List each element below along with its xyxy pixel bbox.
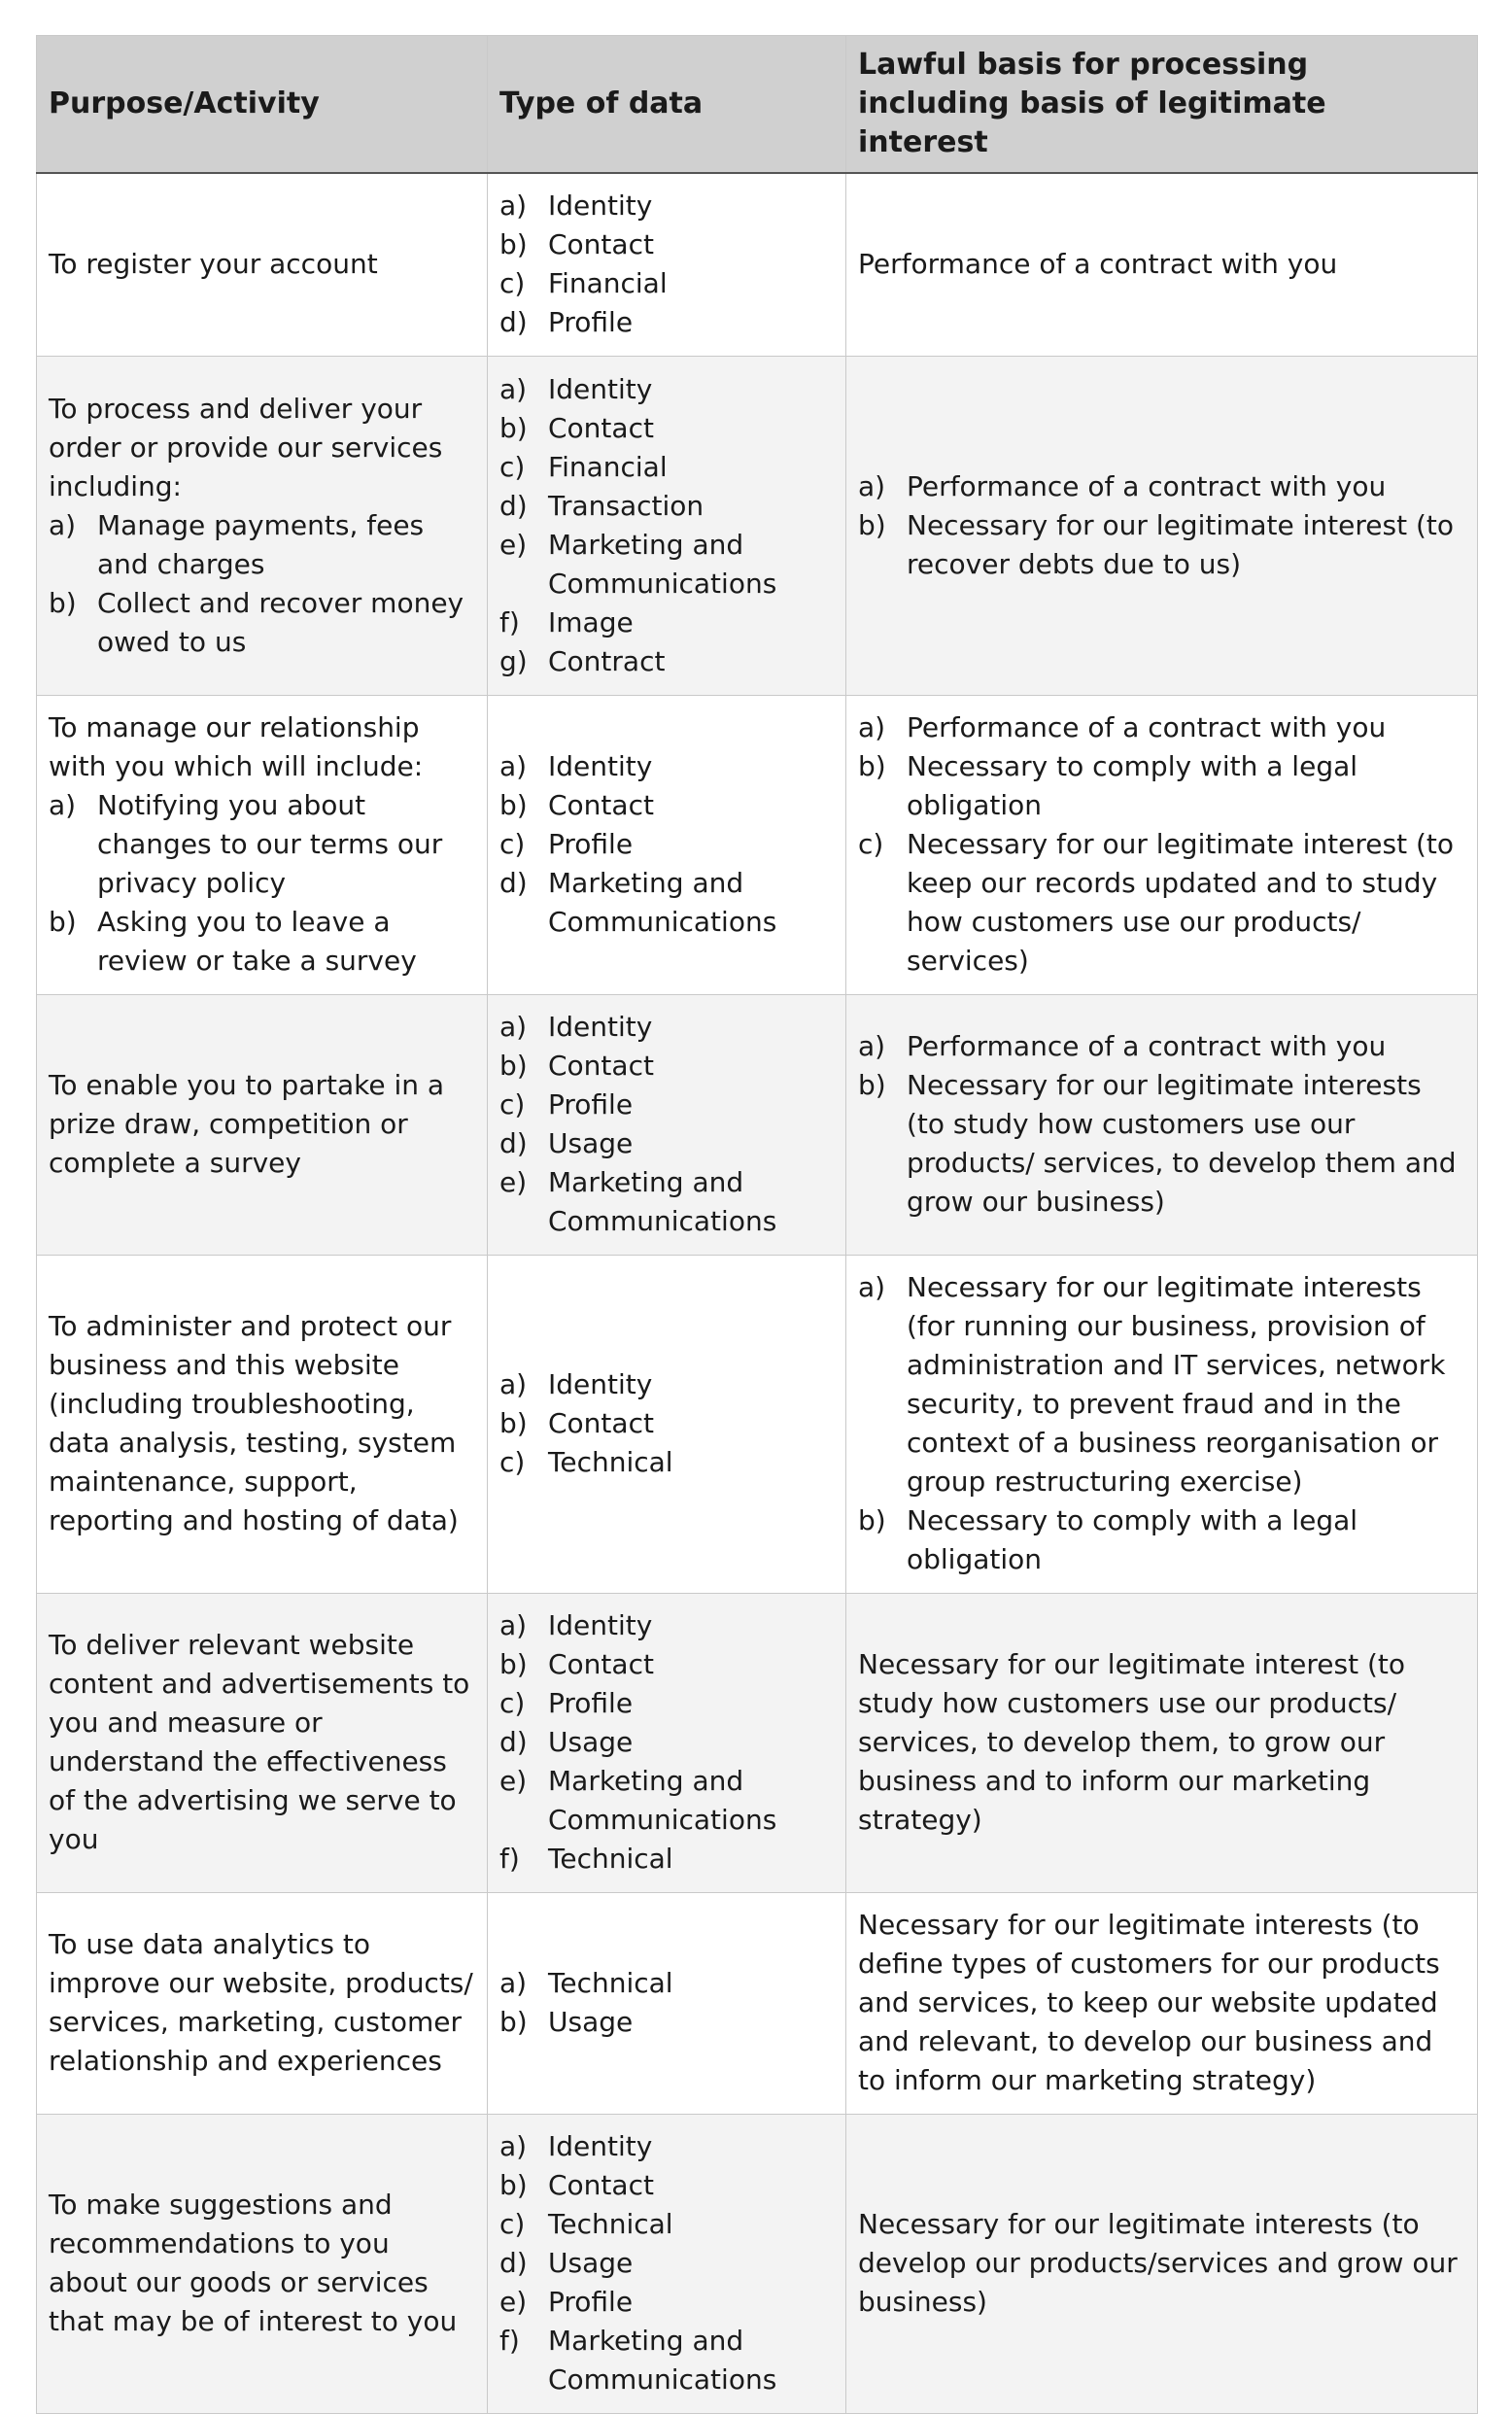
list-item <box>858 467 1465 506</box>
list-item-text: Identity <box>548 1368 653 1400</box>
data-type-list <box>499 2127 834 2399</box>
list-item <box>499 786 834 825</box>
list-marker: b) <box>499 1050 528 1082</box>
list-marker: a) <box>499 1368 528 1400</box>
list-item-text: Identity <box>548 2130 653 2162</box>
list-item-text: Performance of a contract with you <box>907 1030 1387 1062</box>
header-lawful-basis: Lawful basis for processing including basis of legitimate interest <box>846 36 1478 174</box>
list-marker: a) <box>49 508 77 541</box>
list-item <box>499 303 834 342</box>
list-item-text: Performance of a contract with you <box>907 711 1387 743</box>
list-marker: b) <box>499 789 528 821</box>
list-item-text: Contact <box>548 411 654 444</box>
header-purpose: Purpose/Activity <box>37 36 488 174</box>
list-item-text: Profile <box>548 306 634 339</box>
list-item-text: Technical <box>548 1967 673 1999</box>
list-item <box>499 1443 834 1482</box>
purpose-cell <box>37 1593 488 1892</box>
list-marker: e) <box>499 1166 528 1198</box>
list-marker: a) <box>858 1030 886 1062</box>
list-item <box>499 1645 834 1684</box>
list-item <box>499 1008 834 1047</box>
lawful-basis-list <box>858 467 1465 584</box>
table-row <box>37 2114 1478 2413</box>
purpose-text: To deliver relevant website content and advertisements to you and measure or understand the effectiveness of the advertising we serve to you <box>49 1629 470 1855</box>
list-item-text: Technical <box>548 1446 673 1478</box>
list-item-text: Necessary for our legitimate interests (to study how customers use our products/ services, to develop them and grow our business) <box>907 1069 1457 1218</box>
list-item <box>49 506 475 584</box>
list-item <box>499 187 834 225</box>
list-item-text: Usage <box>548 2006 634 2038</box>
table-row <box>37 356 1478 695</box>
list-item <box>49 786 475 903</box>
list-marker: a) <box>499 2130 528 2162</box>
list-item-text: Contact <box>548 1407 654 1439</box>
data-type-cell <box>488 356 846 695</box>
list-item <box>49 584 475 662</box>
data-type-list <box>499 1365 834 1482</box>
list-item <box>858 1268 1465 1501</box>
list-item-text: Usage <box>548 1726 634 1758</box>
list-item-text: Marketing and Communications <box>548 528 777 600</box>
list-marker: c) <box>499 1088 526 1121</box>
list-item <box>858 747 1465 825</box>
header-data-type: Type of data <box>488 36 846 174</box>
list-item-text: Notifying you about changes to our terms our privacy policy <box>97 789 443 899</box>
table-row <box>37 1593 1478 1892</box>
data-type-cell <box>488 1255 846 1593</box>
data-type-cell <box>488 1892 846 2114</box>
list-marker: b) <box>499 1407 528 1439</box>
list-marker: d) <box>499 1726 528 1758</box>
list-item <box>858 708 1465 747</box>
list-item-text: Identity <box>548 1609 653 1641</box>
list-item-text: Necessary for our legitimate interest (to keep our records updated and to study how customers use our products/ services) <box>907 828 1455 977</box>
list-item <box>499 1404 834 1443</box>
list-item-text: Necessary for our legitimate interests (for running our business, provision of administration and IT services, network security, to prevent fraud and in the context of a business reorganisation or group restructuring exercise) <box>907 1271 1446 1498</box>
list-marker: a) <box>499 190 528 223</box>
lawful-basis-text: Necessary for our legitimate interests (to develop our products/services and grow our business) <box>858 2208 1458 2318</box>
lawful-basis-table <box>36 35 1478 2414</box>
list-marker: d) <box>499 867 528 899</box>
list-item <box>499 825 834 864</box>
list-item <box>499 2003 834 2042</box>
list-item-text: Contact <box>548 228 654 261</box>
list-item <box>499 2322 834 2399</box>
list-item <box>499 2283 834 2322</box>
list-marker: a) <box>49 789 77 821</box>
lawful-basis-list <box>858 708 1465 981</box>
document-page <box>36 35 1477 2414</box>
list-marker: d) <box>499 306 528 339</box>
data-type-list <box>499 1606 834 1879</box>
lawful-basis-cell <box>846 1892 1478 2114</box>
list-item <box>499 370 834 409</box>
list-item <box>499 1840 834 1879</box>
lawful-basis-text: Necessary for our legitimate interest (to study how customers use our products/ services, to develop them, to grow our business and to inform our marketing strategy) <box>858 1648 1406 1836</box>
list-item-text: Manage payments, fees and charges <box>97 508 425 580</box>
list-item-text: Identity <box>548 190 653 223</box>
list-item-text: Usage <box>548 2247 634 2279</box>
list-marker: a) <box>499 750 528 782</box>
list-marker: c) <box>499 450 526 483</box>
purpose-list <box>49 506 475 662</box>
list-marker: a) <box>499 372 528 405</box>
list-item-text: Asking you to leave a review or take a survey <box>97 906 417 977</box>
purpose-cell <box>37 356 488 695</box>
list-item-text: Identity <box>548 1011 653 1043</box>
data-type-cell <box>488 994 846 1255</box>
list-item <box>858 1501 1465 1579</box>
list-item-text: Contract <box>548 644 666 677</box>
purpose-text: To register your account <box>49 248 378 281</box>
list-marker: b) <box>499 2169 528 2201</box>
lawful-basis-cell <box>846 173 1478 356</box>
list-item <box>499 1124 834 1163</box>
list-item <box>858 1066 1465 1222</box>
list-item <box>499 2244 834 2283</box>
purpose-cell <box>37 695 488 994</box>
list-item-text: Financial <box>548 267 668 300</box>
list-marker: c) <box>858 828 884 860</box>
list-item-text: Identity <box>548 750 653 782</box>
list-marker: a) <box>499 1609 528 1641</box>
data-type-cell <box>488 2114 846 2413</box>
list-item-text: Profile <box>548 1088 634 1121</box>
list-item-text: Financial <box>548 450 668 483</box>
list-item <box>499 1606 834 1645</box>
lawful-basis-cell <box>846 356 1478 695</box>
data-type-cell <box>488 695 846 994</box>
list-item <box>499 526 834 604</box>
list-marker: b) <box>858 1069 886 1101</box>
list-item <box>499 487 834 526</box>
list-item-text: Profile <box>548 2286 634 2318</box>
list-item-text: Performance of a contract with you <box>907 469 1387 502</box>
data-type-cell <box>488 1593 846 1892</box>
list-marker: b) <box>499 2006 528 2038</box>
purpose-text: To process and deliver your order or provide our services including: <box>49 392 443 502</box>
list-marker: b) <box>49 586 77 619</box>
list-item-text: Marketing and Communications <box>548 1166 777 1237</box>
list-item-text: Contact <box>548 789 654 821</box>
list-item <box>499 864 834 942</box>
list-item-text: Contact <box>548 1050 654 1082</box>
list-item <box>499 2127 834 2166</box>
data-type-cell <box>488 173 846 356</box>
purpose-cell <box>37 1892 488 2114</box>
list-marker: e) <box>499 528 528 561</box>
list-item <box>858 825 1465 981</box>
purpose-cell <box>37 173 488 356</box>
purpose-text: To manage our relationship with you which will include: <box>49 711 424 782</box>
list-marker: b) <box>858 750 886 782</box>
list-marker: b) <box>499 228 528 261</box>
list-marker: a) <box>858 1271 886 1303</box>
list-item <box>499 1163 834 1241</box>
list-marker: c) <box>499 2208 526 2240</box>
table-row <box>37 1892 1478 2114</box>
purpose-text: To use data analytics to improve our website, products/ services, marketing, customer relationship and experiences <box>49 1928 473 2077</box>
purpose-cell <box>37 994 488 1255</box>
data-type-list <box>499 747 834 942</box>
list-marker: a) <box>499 1011 528 1043</box>
list-marker: d) <box>499 489 528 522</box>
list-marker: b) <box>499 1648 528 1680</box>
list-item <box>49 903 475 981</box>
lawful-basis-cell <box>846 695 1478 994</box>
list-item-text: Transaction <box>548 489 704 522</box>
lawful-basis-text: Performance of a contract with you <box>858 248 1338 281</box>
list-item-text: Technical <box>548 1843 673 1875</box>
list-item-text: Contact <box>548 2169 654 2201</box>
list-item <box>499 1684 834 1723</box>
table-body <box>37 173 1478 2413</box>
list-item-text: Identity <box>548 372 653 405</box>
table-header-row <box>37 36 1478 174</box>
list-marker: f) <box>499 605 520 638</box>
lawful-basis-cell <box>846 2114 1478 2413</box>
purpose-text: To make suggestions and recommendations to you about our goods or services that may be of interest to you <box>49 2189 458 2337</box>
list-marker: f) <box>499 2325 520 2357</box>
list-item <box>499 642 834 681</box>
data-type-list <box>499 370 834 681</box>
list-item-text: Contact <box>548 1648 654 1680</box>
list-marker: c) <box>499 828 526 860</box>
list-marker: a) <box>499 1967 528 1999</box>
list-item <box>499 1086 834 1124</box>
list-marker: b) <box>499 411 528 444</box>
list-marker: e) <box>499 2286 528 2318</box>
purpose-text: To administer and protect our business and this website (including troubleshooting, data analysis, testing, system maintenance, support, reporting and hosting of data) <box>49 1310 459 1536</box>
list-item <box>499 409 834 448</box>
data-type-list <box>499 187 834 342</box>
lawful-basis-cell <box>846 1593 1478 1892</box>
list-item-text: Image <box>548 605 634 638</box>
list-item <box>499 1762 834 1840</box>
list-item-text: Marketing and Communications <box>548 867 777 938</box>
list-item <box>499 264 834 303</box>
lawful-basis-cell <box>846 1255 1478 1593</box>
list-item <box>499 448 834 487</box>
list-marker: d) <box>499 1127 528 1159</box>
list-marker: b) <box>858 1504 886 1536</box>
list-item <box>499 1365 834 1404</box>
list-item <box>499 747 834 786</box>
list-item-text: Marketing and Communications <box>548 2325 777 2396</box>
list-marker: c) <box>499 1446 526 1478</box>
list-marker: b) <box>858 508 886 541</box>
table-row <box>37 994 1478 1255</box>
list-item-text: Technical <box>548 2208 673 2240</box>
list-item <box>499 2205 834 2244</box>
list-item <box>499 604 834 642</box>
list-marker: c) <box>499 1687 526 1719</box>
list-marker: f) <box>499 1843 520 1875</box>
list-marker: e) <box>499 1765 528 1797</box>
list-marker: a) <box>858 469 886 502</box>
lawful-basis-list <box>858 1268 1465 1579</box>
purpose-list <box>49 786 475 981</box>
list-item-text: Necessary for our legitimate interest (to recover debts due to us) <box>907 508 1455 580</box>
list-item-text: Necessary to comply with a legal obligation <box>907 750 1358 821</box>
table-row <box>37 173 1478 356</box>
list-item <box>499 225 834 264</box>
list-item <box>499 1964 834 2003</box>
list-item-text: Marketing and Communications <box>548 1765 777 1836</box>
lawful-basis-cell <box>846 994 1478 1255</box>
purpose-text: To enable you to partake in a prize draw, competition or complete a survey <box>49 1069 445 1179</box>
list-item <box>499 1723 834 1762</box>
list-marker: a) <box>858 711 886 743</box>
lawful-basis-list <box>858 1027 1465 1222</box>
list-item-text: Necessary to comply with a legal obligation <box>907 1504 1358 1575</box>
list-marker: c) <box>499 267 526 300</box>
lawful-basis-text: Necessary for our legitimate interests (to define types of customers for our products and services, to keep our website updated and relevant, to develop our business and to inform our marketing strategy) <box>858 1909 1440 2096</box>
list-marker: b) <box>49 906 77 938</box>
data-type-list <box>499 1008 834 1241</box>
list-marker: g) <box>499 644 528 677</box>
purpose-cell <box>37 2114 488 2413</box>
list-item <box>858 1027 1465 1066</box>
data-type-list <box>499 1964 834 2042</box>
list-item-text: Usage <box>548 1127 634 1159</box>
table-row <box>37 695 1478 994</box>
purpose-cell <box>37 1255 488 1593</box>
list-item-text: Profile <box>548 1687 634 1719</box>
list-marker: d) <box>499 2247 528 2279</box>
list-item <box>858 506 1465 584</box>
list-item-text: Collect and recover money owed to us <box>97 586 464 658</box>
list-item <box>499 1047 834 1086</box>
table-row <box>37 1255 1478 1593</box>
list-item-text: Profile <box>548 828 634 860</box>
list-item <box>499 2166 834 2205</box>
